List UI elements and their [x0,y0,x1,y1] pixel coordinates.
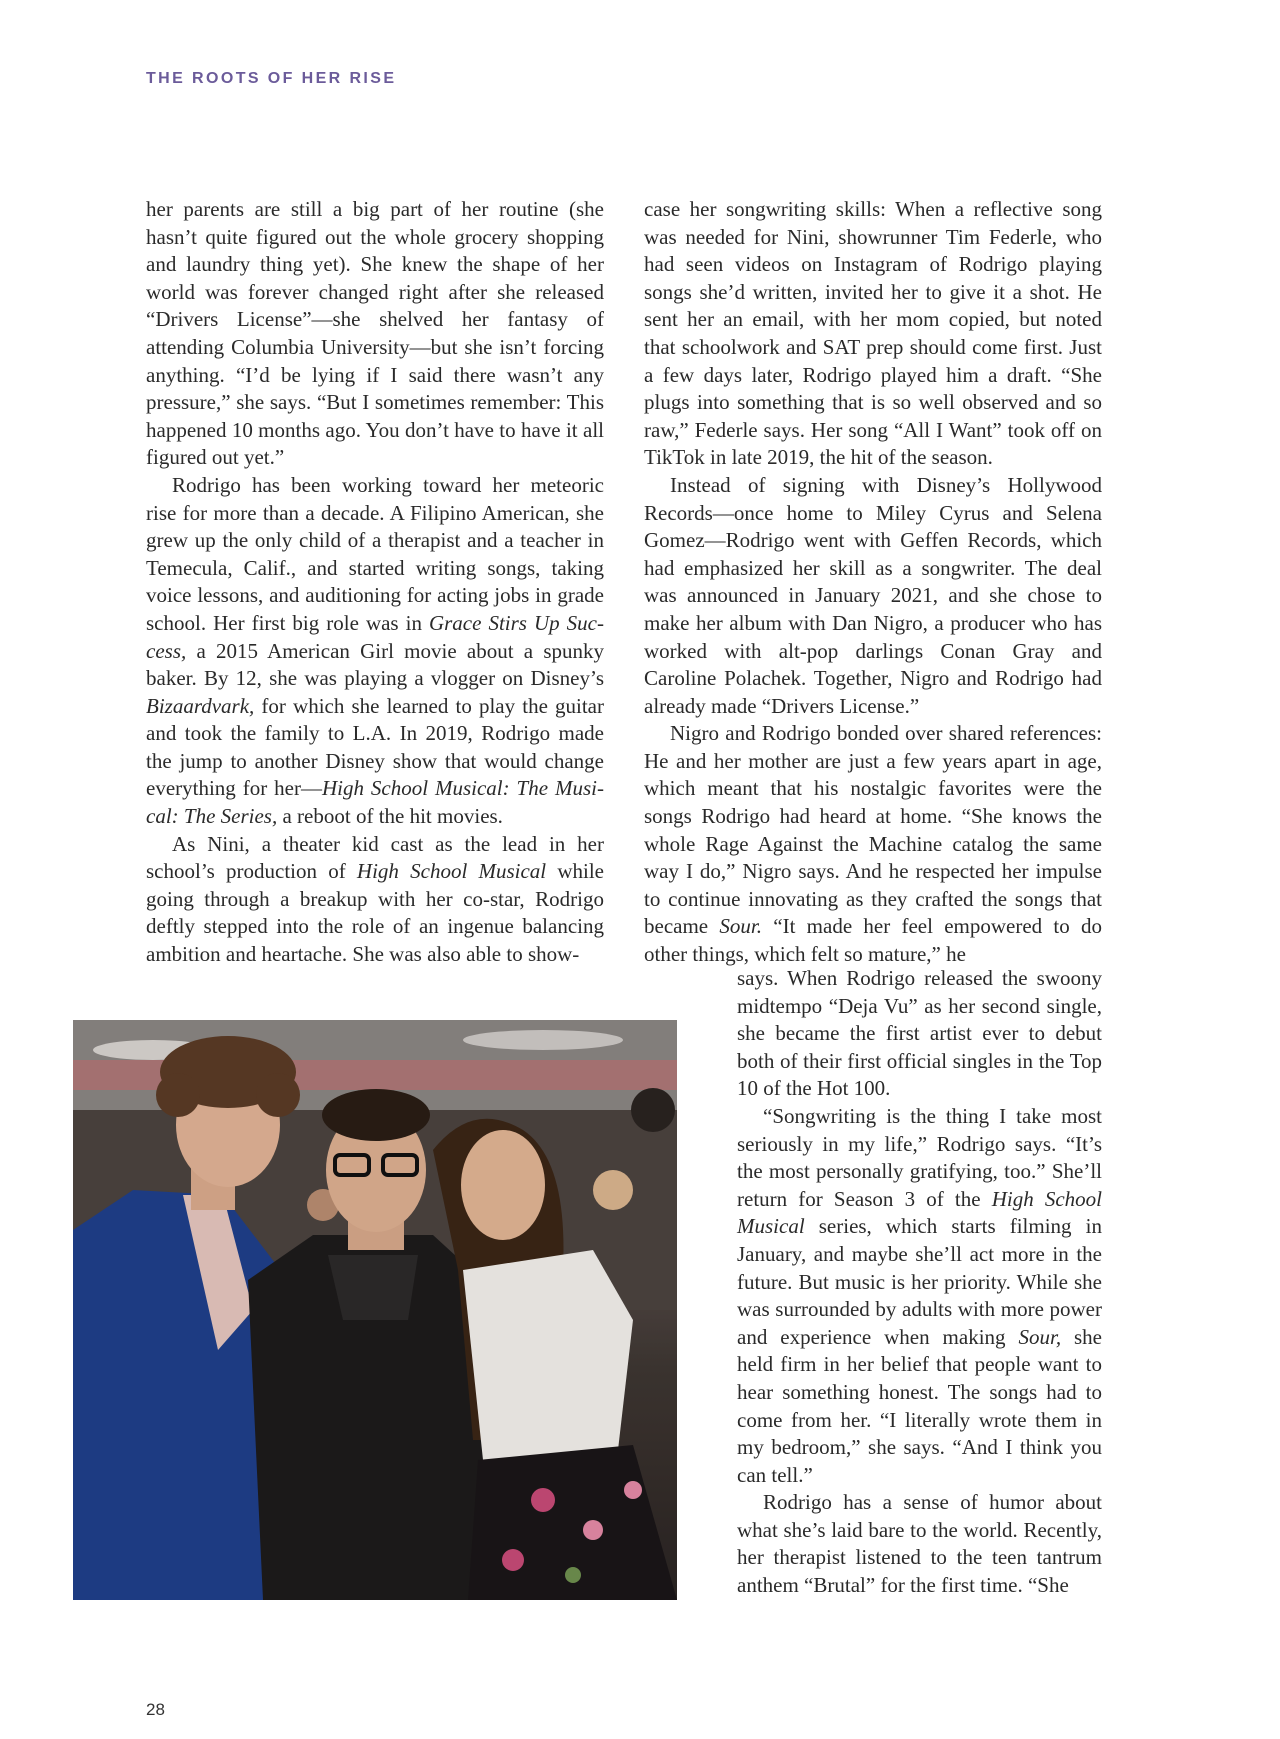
paragraph: As Nini, a theater kid cast as the lead in her school’s production of High School Musical while going through a breakup with her co-star, Rodrigo deftly stepped into the role of an ingenue balancing ambition and heartache. She was also able to show- [146,831,604,967]
running-head: THE ROOTS OF HER RISE [146,70,397,87]
article-column-right-top [644,196,1102,969]
photo-illustration [73,1020,677,1600]
paragraph: says. When Rodrigo released the swoony midtempo “Deja Vu” as her second single, she became the first artist ever to debut both of their first official singles in the Top 10 of the Hot 100. [737,966,1102,1101]
paragraph: Instead of signing with Disney’s Hollywood Records—once home to Miley Cyrus and Selena Gomez—Rodrigo went with Geffen Records, which had emphasized her skill as a songwriter. The deal was announced in January 2021, and she chose to make her album with Dan Nigro, a producer who has worked with alt-pop darlings Conan Gray and Caroline Polachek. Together, Nigro and Rodrigo had already made “Drivers License.” [644,472,1102,718]
article-column-left [146,196,604,969]
paragraph: case her songwriting skills: When a reflective song was needed for Nini, showrunner Tim Federle, who had seen videos on Instagram of Rodrigo playing songs she’d written, invited her to give it a shot. He sent her an email, with her mom copied, but noted that schoolwork and SAT prep should come first. Just a few days later, Rodrigo played him a draft. “She plugs into something that is so well observed and so raw,” Federle says. Her song “All I Want” took off on TikTok in late 2019, the hit of the season. [644,197,1102,470]
article-column-right-bottom [737,965,1102,1600]
paragraph: Rodrigo has been working toward her meteoric rise for more than a decade. A Filipino American, she grew up the only child of a therapist and a teacher in Temecula, Calif., and started writing songs, taking voice lessons, and auditioning for acting jobs in grade school. Her first big role was in Grace Stirs Up Success, a 2015 American Girl movie about a spunky baker. By 12, she was playing a vlogger on Disney’s Bizaardvark, for which she learned to play the guitar and took the family to L.A. In 2019, Rodrigo made the jump to another Disney show that would change everything for her—High School Musical: The Musical: The Series, a reboot of the hit movies. [146,472,604,829]
page-number: 28 [146,1700,165,1719]
paragraph: Nigro and Rodrigo bonded over shared references: He and her mother are just a few years apart in age, which meant that his nostalgic favorites were the songs Rodrigo had heard at home. “She knows the whole Rage Against the Machine catalog the same way I do,” Nigro says. And he respected her impulse to continue innovating as they crafted the songs that became Sour. “It made her feel empowered to do other things, which felt so mature,” he [644,721,1103,967]
paragraph: Rodrigo has a sense of humor about what she’s laid bare to the world. Recently, her therapist listened to the teen tantrum anthem “Brutal” for the first time. “She [737,1490,1102,1598]
article-photo [73,1020,677,1600]
paragraph: “Songwriting is the thing I take most seriously in my life,” Rodrigo says. “It’s the most personally gratifying, too.” She’ll return for Season 3 of the High School Musical series, which starts filming in January, and maybe she’ll act more in the future. But music is her priority. While she was surrounded by adults with more power and experience when making Sour, she held firm in her belief that people want to hear something honest. The songs had to come from her. “I literally wrote them in my bedroom,” she says. “And I think you can tell.” [737,1103,1103,1487]
paragraph: her parents are still a big part of her routine (she hasn’t quite figured out the whole grocery shopping and laundry thing yet). She knew the shape of her world was forever changed right after she released “Drivers License”—she shelved her fantasy of attending Columbia University—but she isn’t forcing anything. “I’d be lying if I said there wasn’t any pressure,” she says. “But I sometimes remember: This happened 10 months ago. You don’t have to have it all figured out yet.” [146,197,604,470]
